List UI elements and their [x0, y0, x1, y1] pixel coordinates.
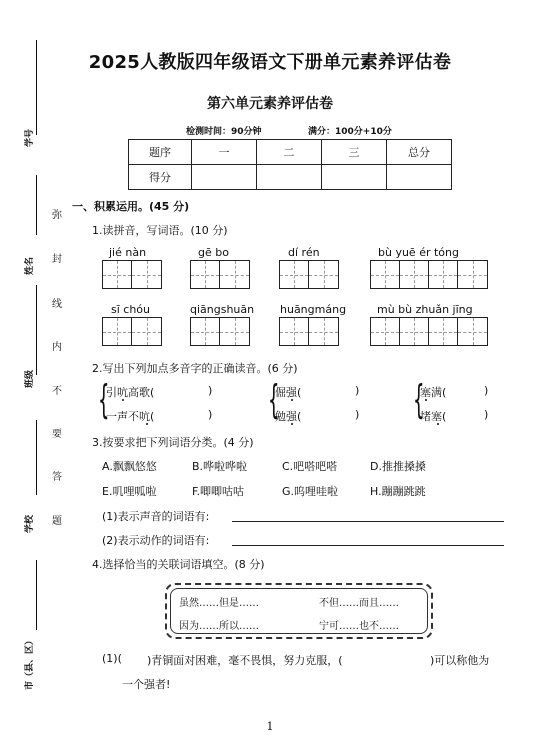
- sub-question: (2)表示动作的词语有:: [102, 534, 210, 547]
- close-paren: ): [484, 408, 489, 421]
- score-cell: 二: [257, 140, 322, 165]
- score-input-cell[interactable]: [322, 165, 387, 190]
- score-cell: 题序: [129, 140, 192, 165]
- score-table-header-row: [129, 140, 452, 165]
- sentence-part: 一个强者!: [122, 678, 171, 691]
- answer-line[interactable]: [232, 521, 504, 522]
- writing-grid[interactable]: [102, 317, 162, 346]
- writing-grid[interactable]: [370, 317, 488, 346]
- emphasis-dot: [291, 399, 293, 401]
- pinyin: sī chóu: [111, 303, 151, 316]
- question-title: 3.按要求把下列词语分类。(4 分): [92, 436, 254, 449]
- option: G.呜哩哇啦: [282, 485, 339, 498]
- score-cell: 得分: [129, 165, 192, 190]
- margin-line: [36, 285, 37, 375]
- score-cell: 一: [192, 140, 257, 165]
- margin-label-name: 姓名: [25, 256, 35, 275]
- score-table-score-row: [129, 165, 452, 190]
- exam-full-score: 满分：100分+10分: [308, 127, 392, 137]
- brace-icon: {: [98, 377, 110, 424]
- close-paren: ): [484, 384, 489, 397]
- writing-grid[interactable]: [190, 260, 250, 289]
- option: A.飘飘悠悠: [102, 460, 157, 473]
- pinyin: bù yuē ér tóng: [378, 246, 459, 259]
- seal-char: 内: [52, 342, 62, 353]
- pinyin: dí rén: [288, 246, 320, 259]
- brace-icon: {: [268, 377, 280, 424]
- word: 堵塞(: [420, 410, 447, 423]
- question-title: 2.写出下列加点多音字的正确读音。(6 分): [92, 362, 298, 375]
- brace-icon: {: [413, 377, 425, 424]
- emphasis-dot: [437, 423, 439, 425]
- question-title: 1.读拼音，写词语。(10 分): [92, 224, 228, 237]
- option: E.叽哩呱啦: [102, 485, 157, 498]
- sentence-part: )可以称他为: [430, 654, 490, 667]
- word: 塞满(: [420, 386, 447, 399]
- score-input-cell[interactable]: [257, 165, 322, 190]
- exam-subtitle: 第六单元素养评估卷: [207, 96, 333, 112]
- word: 勉强(: [275, 410, 302, 423]
- seal-char: 要: [52, 429, 62, 440]
- conjunction-word: 宁可……也不……: [319, 621, 399, 632]
- pinyin: huāngmáng: [280, 303, 347, 316]
- margin-label-city: 市（县、区）: [25, 635, 35, 690]
- score-table: [128, 139, 452, 190]
- question-title: 4.选择恰当的关联词语填空。(8 分): [92, 558, 265, 571]
- option: C.吧嗒吧嗒: [282, 460, 338, 473]
- conjunction-word: 不但……而且……: [319, 598, 399, 609]
- writing-grid[interactable]: [102, 260, 162, 289]
- close-paren: ): [208, 408, 213, 421]
- seal-char: 答: [52, 472, 62, 483]
- margin-label-student-id: 学号: [25, 128, 35, 147]
- score-cell: 三: [322, 140, 387, 165]
- exam-title: 2025人教版四年级语文下册单元素养评估卷: [88, 52, 452, 73]
- pinyin: mù bù zhuǎn jīng: [377, 303, 473, 316]
- close-paren: ): [208, 384, 213, 397]
- emphasis-dot: [146, 423, 148, 425]
- writing-grid[interactable]: [279, 260, 339, 289]
- emphasis-dot: [425, 399, 427, 401]
- score-input-cell[interactable]: [387, 165, 452, 190]
- margin-label-school: 学校: [25, 514, 35, 533]
- seal-char: 不: [52, 386, 62, 397]
- word: 倔强(: [275, 386, 302, 399]
- sentence-part: (1)(: [102, 652, 122, 665]
- seal-char: 弥: [52, 210, 62, 221]
- writing-grid[interactable]: [279, 317, 339, 346]
- option: F.唧唧咕咕: [192, 485, 245, 498]
- emphasis-dot: [291, 423, 293, 425]
- seal-char: 题: [52, 516, 62, 527]
- option: B.哗啦哗啦: [192, 460, 248, 473]
- sub-question: (1)表示声音的词语有:: [102, 510, 210, 523]
- emphasis-dot: [122, 399, 124, 401]
- conjunction-word: 虽然……但是……: [179, 598, 259, 609]
- margin-line: [36, 175, 37, 235]
- exam-time: 检测时间：90分钟: [186, 127, 262, 137]
- writing-grid[interactable]: [370, 260, 488, 289]
- pinyin: gē bo: [198, 246, 229, 259]
- section-title: 一、积累运用。(45 分): [72, 200, 190, 213]
- seal-char: 线: [52, 299, 62, 310]
- score-cell: 总分: [387, 140, 452, 165]
- writing-grid[interactable]: [190, 317, 250, 346]
- sentence-part: )青铜面对困难，毫不畏惧，努力克服，(: [147, 654, 343, 667]
- word: 一声不吭(: [106, 410, 155, 423]
- close-paren: ): [355, 408, 360, 421]
- page-number: 1: [266, 720, 274, 733]
- margin-line: [36, 420, 37, 495]
- margin-line: [36, 560, 37, 630]
- seal-char: 封: [52, 254, 62, 265]
- conjunction-box: [165, 583, 433, 639]
- option: D.推推搡搡: [370, 460, 426, 473]
- score-input-cell[interactable]: [192, 165, 257, 190]
- close-paren: ): [355, 384, 360, 397]
- answer-line[interactable]: [232, 545, 504, 546]
- pinyin: qiāngshuān: [190, 303, 255, 316]
- pinyin: jié nàn: [109, 246, 147, 259]
- word: 引吭高歌(: [106, 386, 155, 399]
- conjunction-word: 因为……所以……: [179, 621, 259, 632]
- option: H.蹦蹦跳跳: [370, 485, 426, 498]
- margin-label-class: 班级: [25, 369, 35, 388]
